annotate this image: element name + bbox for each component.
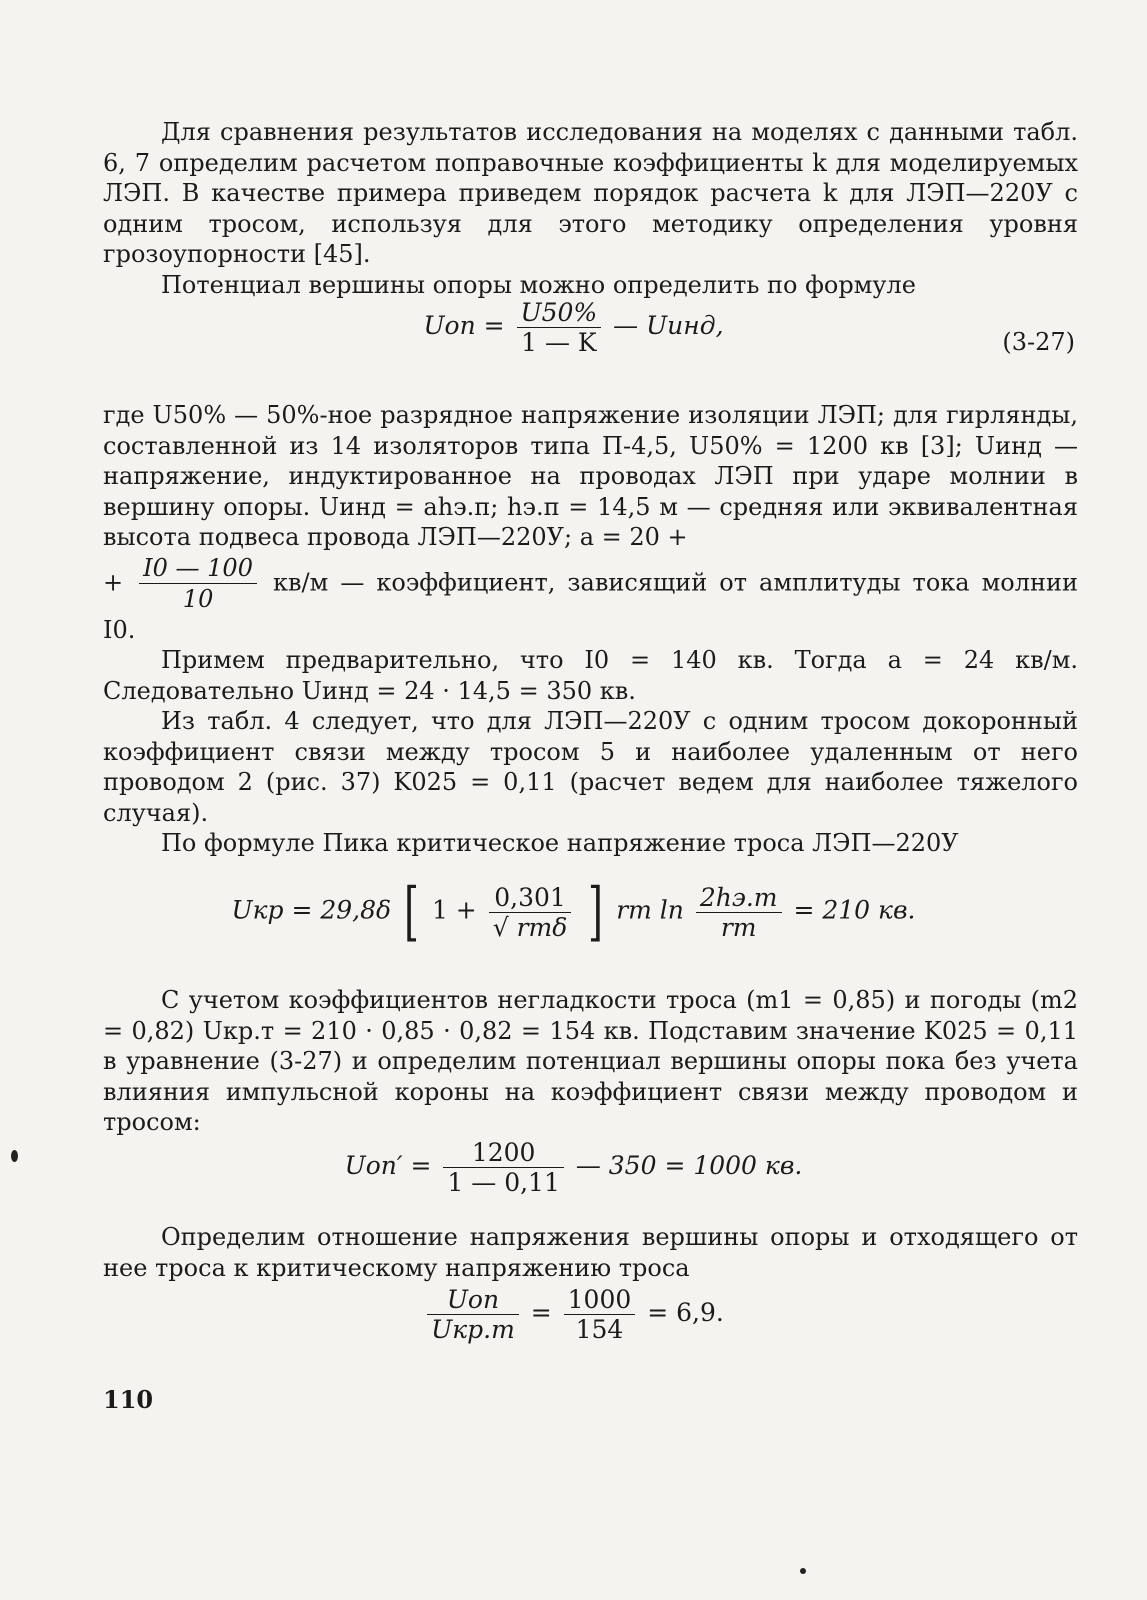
formula4-numerator-1: Uоп (446, 1285, 500, 1314)
formula2-left-bracket: [ (404, 875, 420, 949)
formula4-denominator-2: 154 (564, 1314, 636, 1344)
formula2-denominator: √ rтδ (489, 912, 572, 942)
formula-ratio (0, 1285, 1147, 1344)
paragraph-ratio: Определим отношение напряжения вершины опоры и отходящего от нее троса к критическому напряжению троса (103, 1223, 1078, 1282)
formula1-fraction (517, 298, 602, 357)
paragraph-where-tail: кв/м — коэффициент, зависящий от амплитуды тока молнии I0. (103, 568, 1078, 644)
text-block-4 (103, 1222, 1078, 1283)
text-block-2 (103, 400, 1078, 859)
scan-speck (800, 1568, 806, 1574)
paragraph-intro: Для сравнения результатов исследования на моделях с данными табл. 6, 7 определим расчетом поправочные коэффициенты k для моделируемых ЛЭП. В качестве примера приведем порядок расчета k для ЛЭП—220У с одним тросом, используя для этого методику определения уровня грозоупорности [45]. (103, 118, 1078, 268)
formula2-fraction (489, 883, 572, 942)
paragraph-peek: По формуле Пика критическое напряжение троса ЛЭП—220У (161, 829, 959, 857)
paragraph-where-continued (103, 553, 1078, 646)
formula3-numerator: 1200 (471, 1138, 536, 1167)
formula1-rest: — Uинд, (613, 311, 724, 340)
formula1-denominator: 1 — K (517, 327, 602, 357)
formula4-equals: = (530, 1298, 552, 1327)
formula2-one: 1 + (431, 895, 477, 925)
formula4-numerator-2: 1000 (567, 1285, 632, 1314)
formula-potential (0, 1138, 1147, 1197)
formula4-fraction-2 (564, 1285, 636, 1344)
formula3-rest: — 350 = 1000 кв. (575, 1151, 803, 1180)
formula2-mid: rт ln (616, 895, 684, 925)
text-block-3 (103, 985, 1078, 1138)
equation-number: (3-27) (1002, 328, 1075, 356)
formula2-denominator-2: rт (696, 912, 782, 942)
paragraph-assume: Примем предварительно, что I0 = 140 кв. Тогда a = 24 кв/м. Следовательно Uинд = 24 · 14,5 = 350 кв. (103, 646, 1078, 705)
formula4-denominator-1: Uкр.т (427, 1314, 519, 1344)
inline-fraction-prefix: + (103, 568, 124, 596)
formula-peek (0, 875, 1147, 949)
formula1-numerator: U50% (520, 298, 598, 327)
formula2-right-bracket: ] (588, 875, 604, 949)
paragraph-table4: Из табл. 4 следует, что для ЛЭП—220У с одним тросом докоронный коэффициент связи между тросом 5 и наиболее удаленным от него проводом 2 (рис. 37) K025 = 0,11 (расчет ведем для наиболее тяжелого случая). (103, 707, 1078, 827)
formula3-fraction (443, 1138, 563, 1197)
scan-speck (11, 1150, 18, 1162)
formula2-rest: = 210 кв. (793, 895, 916, 925)
formula2-lhs: Uкр = 29,8δ (231, 895, 392, 925)
formula2-fraction-2 (696, 883, 782, 942)
inline-fraction (139, 553, 257, 615)
formula4-fraction-1 (427, 1285, 519, 1344)
formula-3-27 (0, 298, 1147, 357)
formula3-lhs: Uоп′ = (344, 1151, 432, 1180)
formula4-rest: = 6,9. (647, 1298, 724, 1327)
formula3-denominator: 1 — 0,11 (443, 1167, 563, 1197)
formula2-numerator-2: 2hэ.т (699, 882, 778, 912)
formula2-numerator: 0,301 (494, 882, 566, 912)
inline-fraction-denominator: 10 (139, 583, 257, 615)
inline-fraction-numerator: I0 — 100 (143, 553, 253, 582)
paragraph-roughness: С учетом коэффициентов негладкости троса (m1 = 0,85) и погоды (m2 = 0,82) Uкр.т = 210 · 0,85 · 0,82 = 154 кв. Подставим значение K025 = 0,11 в уравнение (3-27) и определим потенциал вершины опоры пока без учета влияния импульсной короны на коэффициент связи между проводом и тросом: (103, 986, 1078, 1136)
paragraph-formula-lead: Потенциал вершины опоры можно определить по формуле (161, 270, 916, 299)
paragraph-where: где U50% — 50%-ное разрядное напряжение изоляции ЛЭП; для гирлянды, составленной из 14 изоляторов типа П-4,5, U50% = 1200 кв [3]; Uинд — напряжение, индуктированное на проводах ЛЭП при ударе молнии в вершину опоры. Uинд = ahэ.п; hэ.п = 14,5 м — средняя или эквивалентная высота подвеса провода ЛЭП—220У; a = 20 + (103, 401, 1078, 551)
page-number: 110 (103, 1385, 154, 1414)
formula1-lhs: Uоп = (423, 311, 505, 340)
text-block-1 (103, 117, 1078, 300)
